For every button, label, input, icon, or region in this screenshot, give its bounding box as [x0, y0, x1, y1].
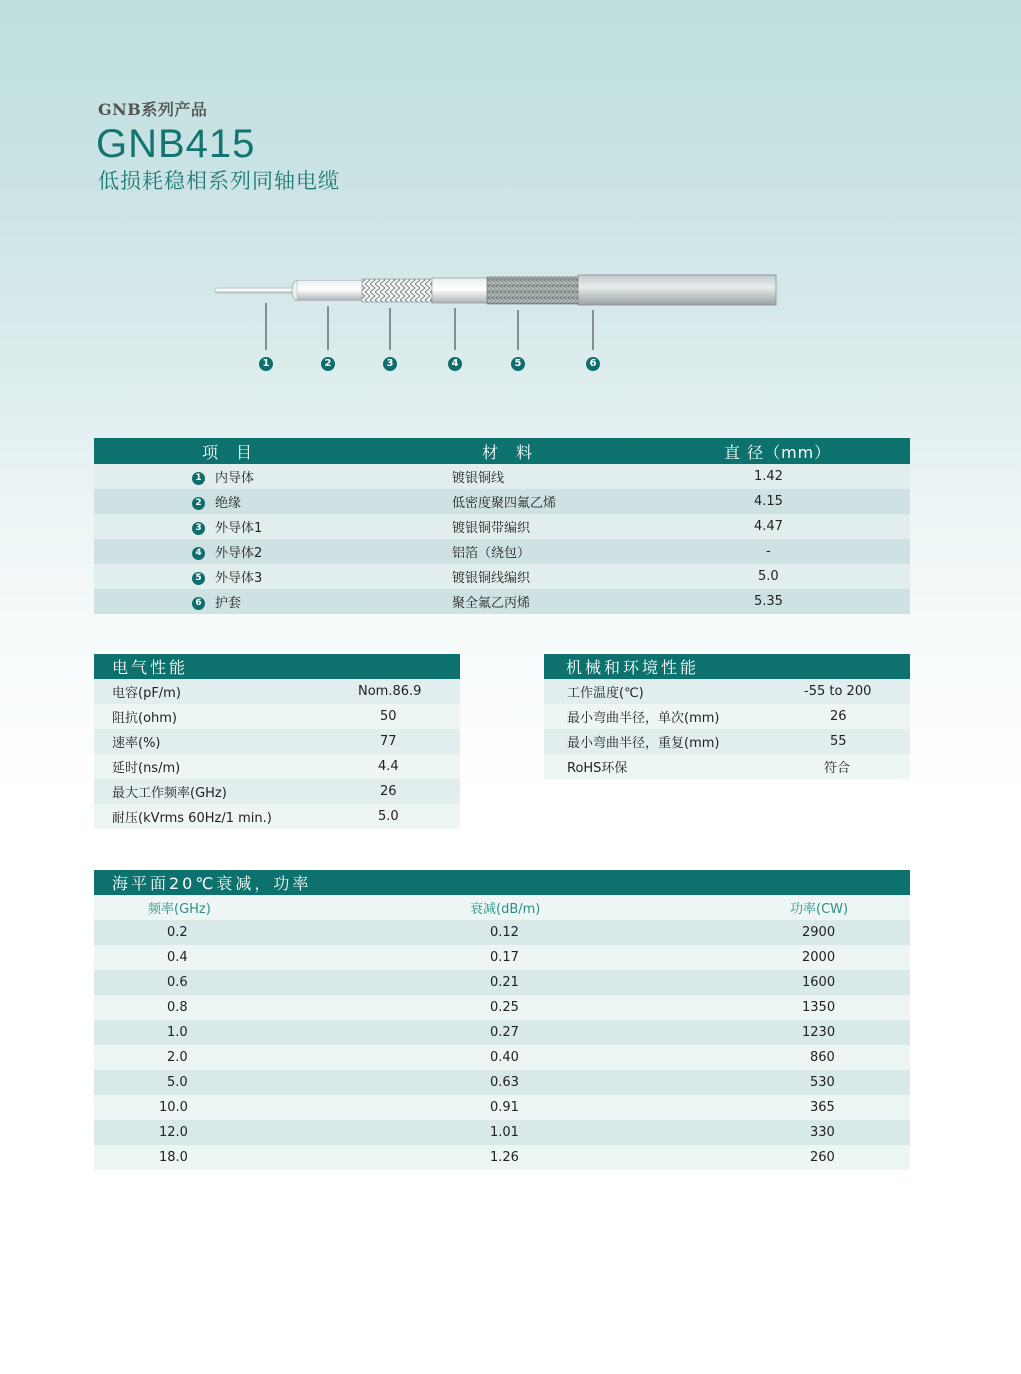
frequency: 2.0 — [167, 1050, 188, 1065]
table-row — [94, 1070, 910, 1095]
table-row — [94, 1045, 910, 1070]
header-attenuation: 衰减(dB/m) — [470, 902, 541, 917]
attenuation: 0.25 — [490, 1000, 519, 1015]
power: 860 — [810, 1050, 835, 1065]
attenuation-table — [94, 870, 910, 1170]
spec-label: 最小弯曲半径，单次(mm) — [567, 711, 720, 726]
power: 2000 — [802, 950, 836, 965]
mechanical-table — [544, 654, 910, 779]
frequency: 1.0 — [167, 1025, 188, 1040]
attenuation: 0.27 — [490, 1025, 519, 1040]
spec-value: 50 — [380, 709, 397, 724]
header-power: 功率(CW) — [790, 902, 849, 917]
number-badge: 2 — [192, 497, 205, 510]
number-badge: 3 — [192, 522, 205, 535]
diameter: 4.15 — [754, 494, 783, 509]
attenuation: 0.63 — [490, 1075, 519, 1090]
callout-6: 6 — [586, 357, 600, 371]
table-row — [94, 539, 910, 564]
power: 530 — [810, 1075, 835, 1090]
attenuation: 1.01 — [490, 1125, 519, 1140]
callout-4: 4 — [448, 357, 462, 371]
table-row — [94, 779, 460, 804]
mechanical-title: 机械和环境性能 — [566, 658, 700, 677]
cable-illustration — [210, 268, 790, 378]
number-badge: 6 — [192, 597, 205, 610]
table-row — [94, 729, 460, 754]
table-row — [94, 754, 460, 779]
spec-value: 4.4 — [378, 759, 399, 774]
diameter: 4.47 — [754, 519, 783, 534]
table-row — [94, 945, 910, 970]
diameter: 1.42 — [754, 469, 783, 484]
spec-label: 速率(%) — [112, 736, 161, 751]
frequency: 10.0 — [159, 1100, 188, 1115]
frequency: 0.4 — [167, 950, 188, 965]
number-badge: 4 — [192, 547, 205, 560]
material: 镀银铜线 — [452, 471, 505, 486]
number-badge: 1 — [192, 472, 205, 485]
frequency: 0.2 — [167, 925, 188, 940]
frequency: 0.6 — [167, 975, 188, 990]
header-material: 材 料 — [482, 442, 534, 462]
item-name: 护套 — [215, 596, 242, 611]
table-row — [94, 970, 910, 995]
spec-value: 77 — [380, 734, 397, 749]
spec-label: 耐压(kVrms 60Hz/1 min.) — [112, 811, 272, 826]
table-row — [94, 704, 460, 729]
product-model: GNB415 — [96, 122, 256, 166]
table-row — [544, 679, 910, 704]
header-frequency: 频率(GHz) — [148, 902, 211, 917]
spec-label: 阻抗(ohm) — [112, 711, 178, 726]
electrical-title: 电气性能 — [112, 658, 189, 677]
attenuation: 0.12 — [490, 925, 519, 940]
attenuation: 0.40 — [490, 1050, 519, 1065]
spec-label: 最小弯曲半径，重复(mm) — [567, 736, 720, 751]
series-label: GNB系列产品 — [98, 100, 208, 119]
attenuation: 0.91 — [490, 1100, 519, 1115]
power: 330 — [810, 1125, 835, 1140]
spec-value: 26 — [830, 709, 847, 724]
materials-table — [94, 438, 910, 614]
product-subtitle: 低损耗稳相系列同轴电缆 — [98, 169, 340, 193]
material: 铝箔（绕包） — [452, 546, 531, 561]
frequency: 18.0 — [159, 1150, 188, 1165]
spec-label: 电容(pF/m) — [112, 686, 181, 701]
table-row — [94, 1020, 910, 1045]
attenuation: 0.17 — [490, 950, 519, 965]
power: 1350 — [802, 1000, 836, 1015]
table-row — [94, 514, 910, 539]
power: 1600 — [802, 975, 836, 990]
table-row — [544, 704, 910, 729]
item-name: 内导体 — [215, 471, 255, 486]
diameter: - — [766, 544, 771, 559]
table-row — [94, 995, 910, 1020]
header-diameter: 直 径（mm） — [724, 442, 832, 462]
diameter: 5.0 — [758, 569, 779, 584]
item-name: 外导体1 — [215, 521, 263, 536]
material: 镀银铜带编织 — [452, 521, 531, 536]
callout-5: 5 — [511, 357, 525, 371]
table-row — [544, 729, 910, 754]
spec-label: 最大工作频率(GHz) — [112, 786, 227, 801]
table-row — [94, 589, 910, 614]
callout-1: 1 — [259, 357, 273, 371]
spec-value: Nom.86.9 — [358, 684, 422, 699]
callout-3: 3 — [383, 357, 397, 371]
frequency: 5.0 — [167, 1075, 188, 1090]
table-row — [94, 1145, 910, 1170]
power: 1230 — [802, 1025, 836, 1040]
spec-value: 符合 — [824, 761, 851, 776]
table-row — [94, 920, 910, 945]
table-row — [94, 564, 910, 589]
number-badge: 5 — [192, 572, 205, 585]
spec-value: -55 to 200 — [804, 684, 872, 699]
attenuation-header-row — [94, 895, 910, 920]
table-row — [94, 804, 460, 829]
spec-label: 工作温度(℃) — [567, 686, 644, 701]
table-row — [94, 679, 460, 704]
item-name: 绝缘 — [215, 496, 242, 511]
attenuation: 0.21 — [490, 975, 519, 990]
material: 镀银铜线编织 — [452, 571, 531, 586]
table-row — [94, 1095, 910, 1120]
item-name: 外导体3 — [215, 571, 263, 586]
table-row — [94, 464, 910, 489]
frequency: 0.8 — [167, 1000, 188, 1015]
materials-header-row — [94, 438, 910, 464]
table-row — [94, 1120, 910, 1145]
material: 低密度聚四氟乙烯 — [452, 496, 557, 511]
item-name: 外导体2 — [215, 546, 263, 561]
header-item: 项 目 — [202, 442, 254, 462]
spec-value: 55 — [830, 734, 847, 749]
frequency: 12.0 — [159, 1125, 188, 1140]
attenuation: 1.26 — [490, 1150, 519, 1165]
spec-label: RoHS环保 — [567, 761, 628, 776]
spec-value: 26 — [380, 784, 397, 799]
diameter: 5.35 — [754, 594, 783, 609]
electrical-table — [94, 654, 460, 829]
spec-label: 延时(ns/m) — [112, 761, 181, 776]
power: 365 — [810, 1100, 835, 1115]
spec-value: 5.0 — [378, 809, 399, 824]
power: 2900 — [802, 925, 836, 940]
cable-diagram — [210, 268, 790, 378]
attenuation-title: 海平面20℃衰减，功率 — [112, 874, 312, 893]
table-row — [94, 489, 910, 514]
power: 260 — [810, 1150, 835, 1165]
table-row — [544, 754, 910, 779]
material: 聚全氟乙丙烯 — [452, 596, 531, 611]
callout-2: 2 — [321, 357, 335, 371]
